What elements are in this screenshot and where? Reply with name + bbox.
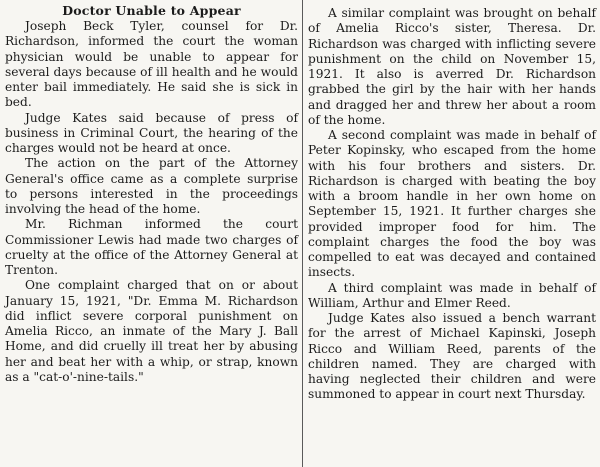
paragraph-tyler: Joseph Beck Tyler, counsel for Dr. Richardson, informed the court the woman physician would be unable to appear for several days because of ill health and he would enter bail immediately. He said she is sick in bed. <box>5 19 298 110</box>
paragraph-third-complaint: A third complaint was made in behalf of William, Arthur and Elmer Reed. <box>308 280 596 310</box>
paragraph-attorney-general: The action on the part of the Attorney General's office came as a complete surprise to persons interested in the proceedings involving the head of the home. <box>5 156 298 216</box>
paragraph-richman: Mr. Richman informed the court Commissioner Lewis had made two charges of cruelty at the office of the Attorney General at Trenton. <box>5 217 298 277</box>
left-column <box>5 2 298 385</box>
paragraph-second-complaint: A second complaint was made in behalf of Peter Kopinsky, who escaped from the home with his four brothers and sisters. Dr. Richardson is charged with beating the boy with a broom handle in her own home on September 15, 1921. It further charges she provided improper food for him. The complaint charges the food the boy was compelled to eat was decayed and contained insects. <box>308 128 596 280</box>
paragraph-similar-complaint: A similar complaint was brought on behalf of Amelia Ricco's sister, Theresa. Dr. Richardson was charged with inflicting severe punishment on the child on November 15, 1921. It also is averred Dr. Richardson grabbed the girl by the hair with her hands and dragged her and threw her about a room of the home. <box>308 6 596 127</box>
paragraph-kates-press: Judge Kates said because of press of business in Criminal Court, the hearing of the charges would not be heard at once. <box>5 110 298 155</box>
paragraph-bench-warrant: Judge Kates also issued a bench warrant for the arrest of Michael Kapinski, Joseph Ricco and William Reed, parents of the children named. They are charged with having neglected their children and were summoned to appear in court next Thursday. <box>308 311 596 402</box>
right-column <box>308 6 596 403</box>
headline: Doctor Unable to Appear <box>62 3 241 18</box>
column-divider <box>302 0 303 467</box>
paragraph-first-complaint: One complaint charged that on or about January 15, 1921, "Dr. Emma M. Richardson did inflict severe corporal punishment on Amelia Ricco, an inmate of the Mary J. Ball Home, and did cruelly ill treat her by abusing her and beat her with a whip, or strap, known as a "cat-o'-nine-tails." <box>5 278 298 384</box>
